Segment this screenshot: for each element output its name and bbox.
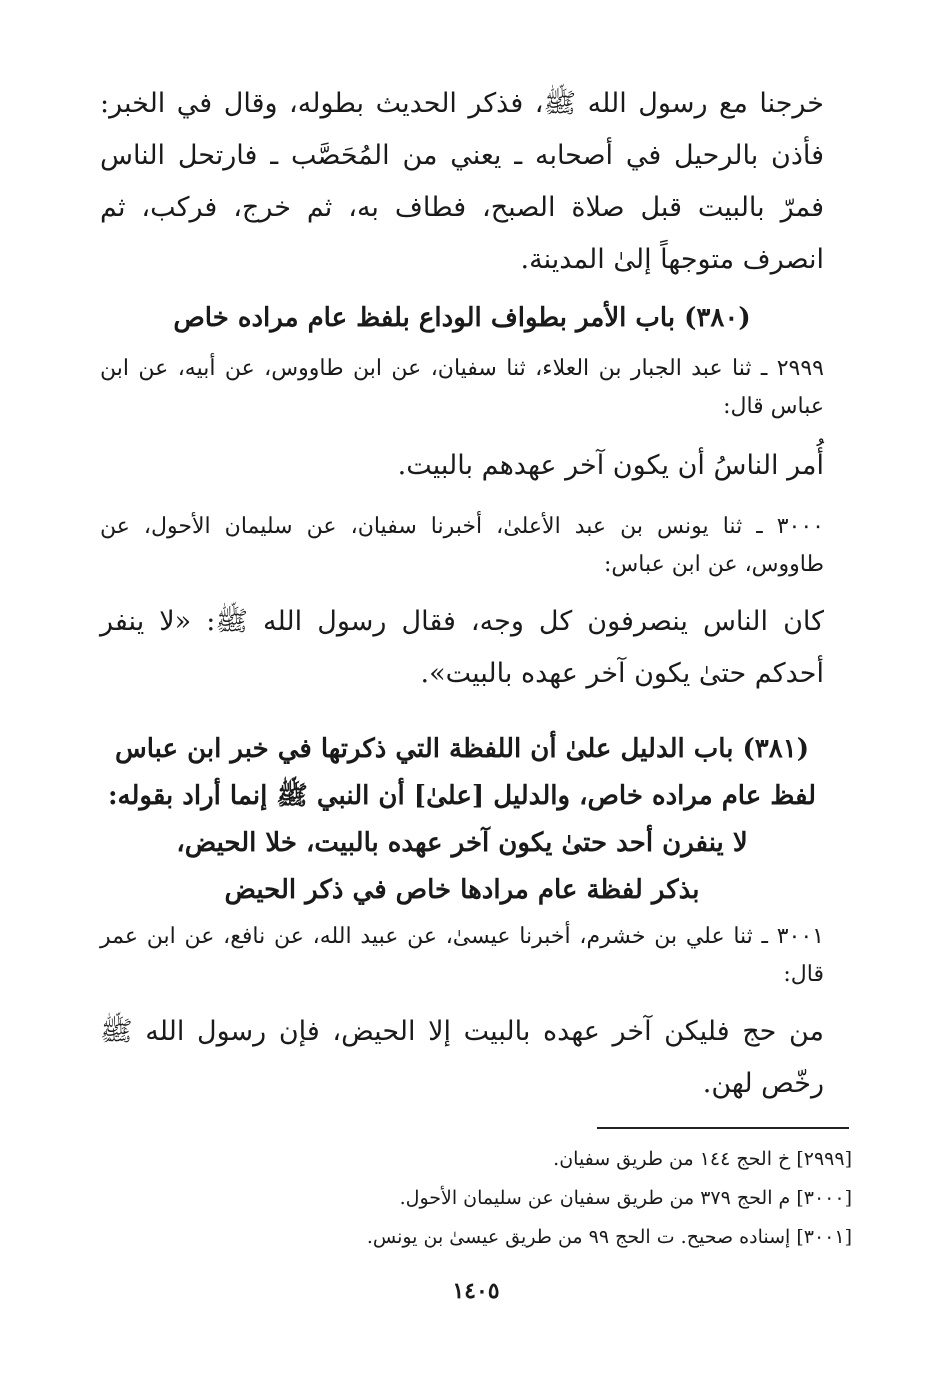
footnote: [٢٩٩٩] خ الحج ١٤٤ من طريق سفيان.: [553, 1148, 852, 1170]
chapter-381-title-line-2: لفظ عام مراده خاص، والدليل [علىٰ] أن النبي ﷺ إنما أراد بقوله:: [107, 781, 817, 811]
hadith-3000-text: كان الناس ينصرفون كل وجه، فقال رسول الله ﷺ: «لا ينفر أحدكم حتىٰ يكون آخر عهده بالبيت».: [100, 606, 824, 689]
chapter-380-title: (٣٨٠) باب الأمر بطواف الوداع بلفظ عام مراده خاص: [173, 303, 751, 333]
chapter-381-title: [100, 726, 824, 914]
chapter-381-title-line-1: (٣٨١) باب الدليل علىٰ أن اللفظة التي ذكرتها في خبر ابن عباس: [115, 734, 809, 764]
hadith-3001-text: من حج فليكن آخر عهده بالبيت إلا الحيض، فإن رسول الله ﷺ رخّص لهن.: [100, 1016, 824, 1099]
hadith-3001-chain: ٣٠٠١ ـ ثنا علي بن خشرم، أخبرنا عيسىٰ، عن عبيد الله، عن نافع، عن ابن عمر قال:: [100, 924, 824, 987]
chapter-381-title-line-4: بذكر لفظة عام مرادها خاص في ذكر الحيض: [224, 875, 700, 905]
footnotes: [100, 1140, 852, 1257]
chapter-381-title-line-3: لا ينفرن أحد حتىٰ يكون آخر عهده بالبيت، خلا الحيض،: [176, 828, 748, 858]
footnote: [٣٠٠١] إسناده صحيح. ت الحج ٩٩ من طريق عيسىٰ بن يونس.: [366, 1226, 852, 1248]
footnote-divider: [597, 1127, 849, 1129]
page-number: ١٤٠٥: [452, 1278, 500, 1304]
hadith-3000-chain: ٣٠٠٠ ـ ثنا يونس بن عبد الأعلىٰ، أخبرنا سفيان، عن سليمان الأحول، عن طاووس، عن ابن عباس:: [100, 514, 824, 577]
intro-paragraph: خرجنا مع رسول الله ﷺ، فذكر الحديث بطوله، وقال في الخبر: فأذن بالرحيل في أصحابه ـ يعني من المُحَصَّب ـ فارتحل الناس فمرّ بالبيت قبل صلاة الصبح، فطاف به، ثم خرج، فركب، ثم انصرف متوجهاً إلىٰ المدينة.: [100, 88, 824, 275]
hadith-2999-chain: ٢٩٩٩ ـ ثنا عبد الجبار بن العلاء، ثنا سفيان، عن ابن طاووس، عن أبيه، عن ابن عباس قال:: [100, 356, 824, 419]
footnote: [٣٠٠٠] م الحج ٣٧٩ من طريق سفيان عن سليمان الأحول.: [399, 1187, 852, 1209]
hadith-2999-text: أُمر الناسُ أن يكون آخر عهدهم بالبيت.: [397, 450, 824, 481]
